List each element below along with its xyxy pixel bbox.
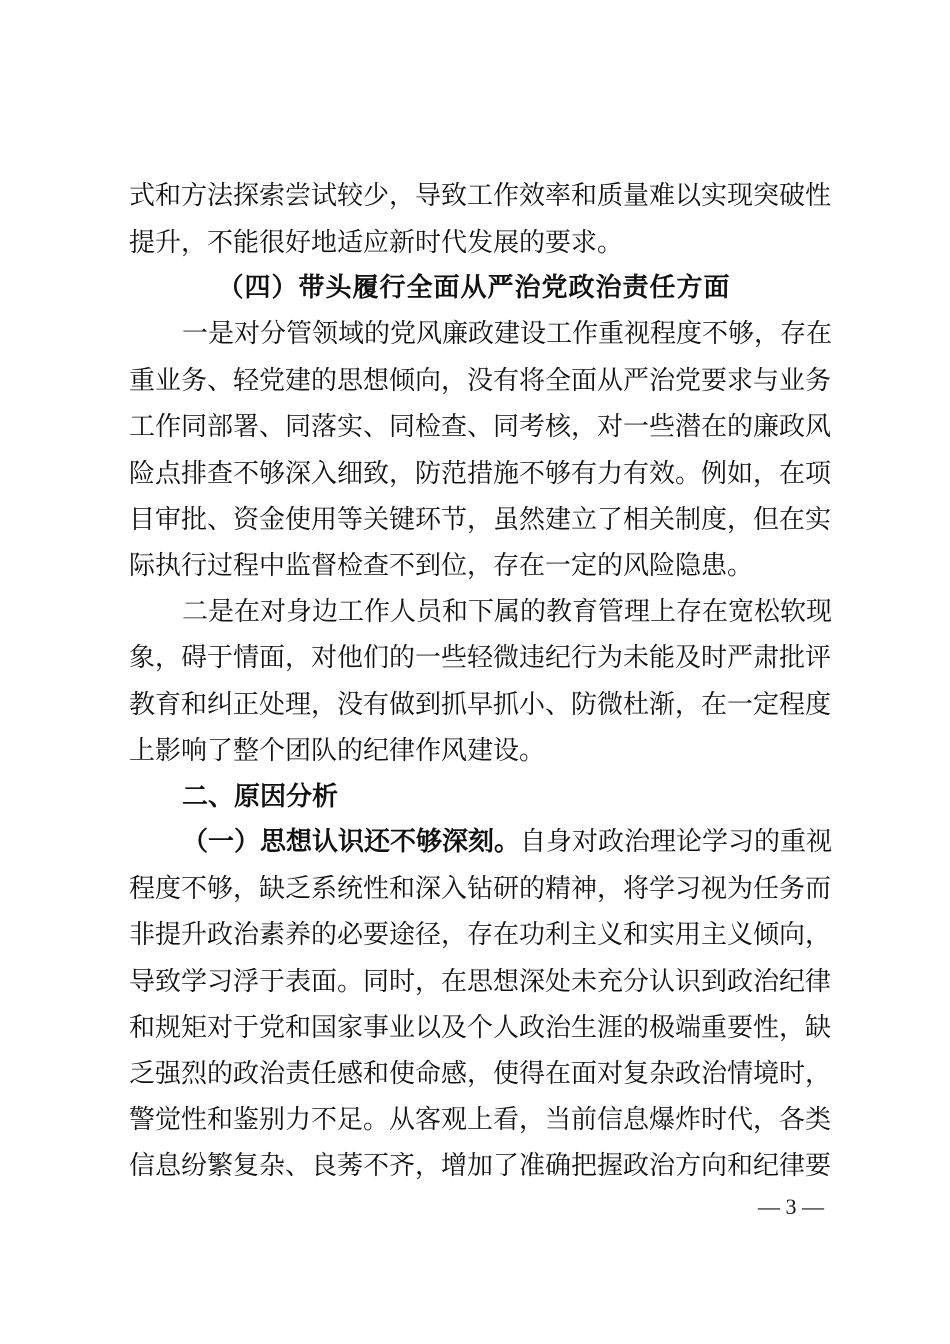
body-line: 险点排查不够深入细致，防范措施不够有力有效。例如，在项	[129, 459, 832, 489]
body-line: 信息纷繁复杂、良莠不齐，增加了准确把握政治方向和纪律要	[129, 1151, 832, 1181]
body-line: 重业务、轻党建的思想倾向，没有将全面从严治党要求与业务	[129, 366, 832, 396]
body-line: 导致学习浮于表面。同时，在思想深处未充分认识到政治纪律	[129, 967, 832, 997]
body-line: 象，碍于情面，对他们的一些轻微违纪行为未能及时严肃批评	[129, 643, 832, 673]
body-line: 一是对分管领域的党风廉政建设工作重视程度不够，存在	[182, 319, 833, 349]
body-line: 提升，不能很好地适应新时代发展的要求。	[129, 228, 624, 258]
page-number: — 3 —	[758, 1194, 824, 1219]
body-run: 自身对政治理论学习的重视	[520, 827, 833, 857]
body-line: 乏强烈的政治责任感和使命感，使得在面对复杂政治情境时，	[129, 1059, 832, 1089]
chapter-heading: 二、原因分析	[182, 782, 339, 812]
body-line: 际执行过程中监督检查不到位，存在一定的风险隐患。	[129, 551, 754, 581]
subheading-inline: （一）思想认识还不够深刻。	[182, 827, 521, 857]
body-line: 非提升政治素养的必要途径，存在功利主义和实用主义倾向，	[129, 920, 832, 950]
body-line: 教育和纠正处理，没有做到抓早抓小、防微杜渐，在一定程度	[129, 690, 832, 720]
body-line: 和规矩对于党和国家事业以及个人政治生涯的极端重要性，缺	[129, 1013, 832, 1043]
body-line: 上影响了整个团队的纪律作风建设。	[129, 736, 546, 766]
body-line: 式和方法探索尝试较少，导致工作效率和质量难以实现突破性	[129, 181, 832, 211]
body-line: 程度不够，缺乏系统性和深入钻研的精神，将学习视为任务而	[129, 874, 832, 904]
body-line: 工作同部署、同落实、同检查、同考核，对一些潜在的廉政风	[129, 412, 832, 442]
body-line-mixed	[182, 822, 833, 862]
body-line: 二是在对身边工作人员和下属的教育管理上存在宽松软现	[182, 597, 833, 627]
section-heading: （四）带头履行全面从严治党政治责任方面	[217, 273, 731, 303]
body-line: 目审批、资金使用等关键环节，虽然建立了相关制度，但在实	[129, 505, 832, 535]
body-line: 警觉性和鉴别力不足。从客观上看，当前信息爆炸时代，各类	[129, 1105, 832, 1135]
